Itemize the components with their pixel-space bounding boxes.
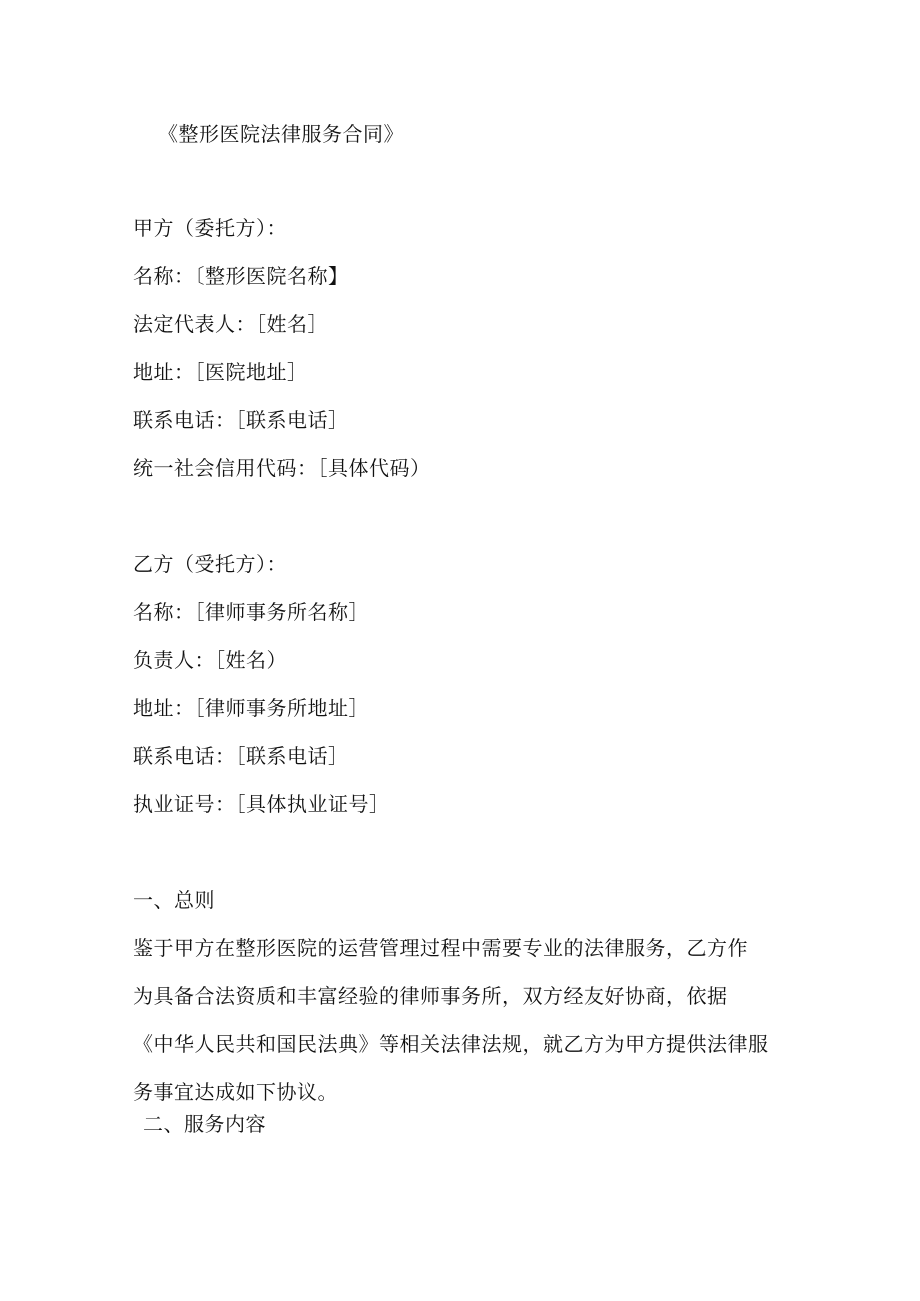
party-b-heading: 乙方（受托方）： [133, 552, 287, 576]
party-a-phone: 联系电话：［联系电话］ [133, 408, 349, 432]
party-b-name: 名称：［律师事务所名称］ [133, 600, 369, 624]
party-a-credit-code: 统一社会信用代码：［具体代码） [133, 456, 431, 480]
section-1-paragraph-line: 务事宜达成如下协议。 [133, 1080, 338, 1104]
section-2-heading: 二、服务内容 [143, 1112, 266, 1136]
party-a-name: 名称：〔整形医院名称】 [133, 264, 349, 288]
party-a-address: 地址：［医院地址］ [133, 360, 308, 384]
party-b-principal: 负责人：［姓名） [133, 648, 287, 672]
section-1-paragraph-line: 《中华人民共和国民法典》等相关法律法规，就乙方为甲方提供法律服 [133, 1032, 769, 1056]
section-1-paragraph-line: 鉴于甲方在整形医院的运营管理过程中需要专业的法律服务，乙方作 [133, 936, 748, 960]
party-b-license: 执业证号：［具体执业证号］ [133, 792, 390, 816]
party-b-address: 地址：［律师事务所地址］ [133, 696, 369, 720]
document-title: 《整形医院法律服务合同》 [158, 122, 404, 146]
party-a-heading: 甲方（委托方）： [133, 216, 287, 240]
section-1-heading: 一、总则 [133, 888, 215, 912]
party-a-legal-rep: 法定代表人：［姓名］ [133, 312, 328, 336]
party-b-phone: 联系电话：［联系电话］ [133, 744, 349, 768]
section-1-paragraph-line: 为具备合法资质和丰富经验的律师事务所，双方经友好协商，依据 [133, 984, 728, 1008]
